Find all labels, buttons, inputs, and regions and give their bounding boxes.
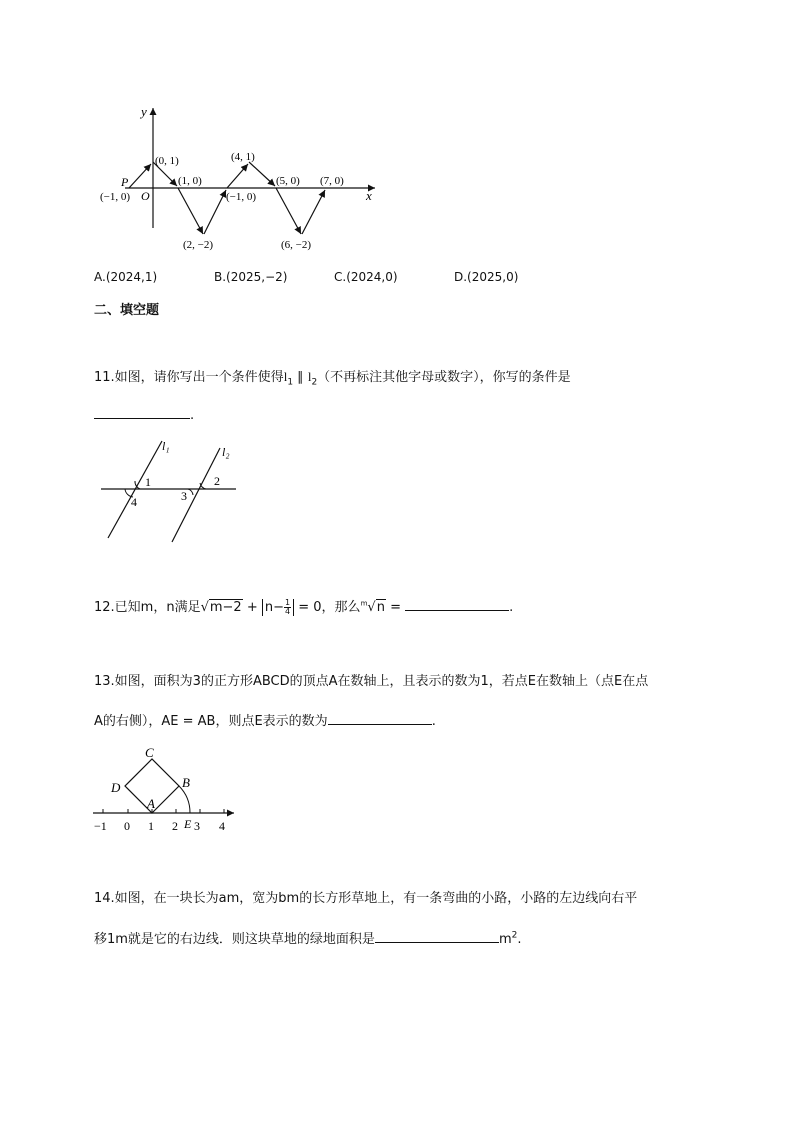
axis-label-x: x	[366, 188, 372, 203]
coord-label: (5, 0)	[276, 175, 300, 187]
q12-fraction	[284, 599, 291, 616]
q12-abs-value	[262, 599, 294, 616]
coord-label: (−1, 0)	[226, 191, 257, 203]
q14-unit-sup: 2	[511, 930, 518, 941]
q13-period: .	[431, 714, 436, 729]
sqrt-sign: √	[200, 600, 209, 615]
coord-label: (−1, 0)	[100, 191, 131, 203]
q12-period: .	[509, 600, 514, 615]
coord-label: (2, −2)	[183, 239, 214, 251]
q12-answer-blank[interactable]	[405, 596, 509, 611]
q11-answer-blank[interactable]	[94, 404, 190, 419]
q14-line2	[94, 928, 521, 947]
path-segment	[276, 188, 301, 234]
angle-arc-3	[188, 489, 193, 495]
q11-text-after: （不再标注其他字母或数字），你写的条件是	[317, 370, 571, 385]
label-l2: l₂	[222, 445, 230, 459]
q14-period: .	[517, 932, 522, 947]
label-e: E	[184, 817, 192, 831]
line-l2	[172, 448, 220, 542]
q12-plus: +	[246, 600, 258, 615]
point-p-label: P	[121, 175, 129, 189]
tick-label: 1	[148, 819, 154, 833]
option-b[interactable]: B.(2025,−2)	[214, 270, 288, 284]
tick-label: 2	[172, 819, 178, 833]
q11-l1-sub: 1	[287, 377, 294, 388]
q13-line2	[94, 710, 436, 729]
coord-label: (1, 0)	[178, 175, 202, 187]
path-segment	[204, 190, 226, 234]
tick-label: 3	[194, 819, 200, 833]
axis-label-y: y	[141, 104, 147, 119]
q12-frac-num: 1	[285, 598, 291, 607]
q11-l2: l	[307, 369, 312, 384]
label-a: A	[147, 796, 155, 811]
q11-text-before: 11.如图，请你写出一个条件使得	[94, 370, 284, 385]
q14-unit: m	[498, 932, 512, 947]
q14-answer-blank[interactable]	[375, 928, 499, 943]
q11-parallel: ∥	[293, 370, 308, 385]
option-d[interactable]: D.(2025,0)	[454, 270, 519, 284]
label-angle-3: 3	[181, 489, 187, 503]
label-l1: l₁	[162, 439, 170, 453]
option-c[interactable]: C.(2024,0)	[334, 270, 398, 284]
option-a[interactable]: A.(2024,1)	[94, 270, 158, 284]
zigzag-coordinate-figure	[95, 100, 385, 260]
nth-root-sign: √	[367, 600, 376, 615]
label-b: B	[182, 775, 190, 790]
q12-eq: =	[385, 600, 401, 615]
q12-root-content: n	[376, 600, 385, 615]
q11-l2-sub: 2	[311, 377, 318, 388]
path-segment	[129, 164, 151, 188]
coord-label: (7, 0)	[320, 175, 344, 187]
q11-l1: l	[283, 369, 288, 384]
label-angle-4: 4	[131, 495, 137, 509]
q12-root-index: m	[360, 599, 368, 608]
q11-text	[94, 366, 571, 388]
q12-text-before: 12.已知m，n满足	[94, 600, 201, 615]
arc-ae	[179, 786, 190, 813]
q12-frac-den: 4	[285, 607, 291, 616]
label-angle-1: 1	[145, 475, 151, 489]
q14-line1: 14.如图，在一块长为am，宽为bm的长方形草地上，有一条弯曲的小路，小路的左边线向右平	[94, 891, 638, 906]
coord-label: (6, −2)	[281, 239, 312, 251]
q13-line1: 13.如图，面积为3的正方形ABCD的顶点A在数轴上，且表示的数为1，若点E在数轴上（点E在点	[94, 674, 649, 689]
q12-abs-n: n−	[264, 600, 285, 615]
path-segment	[302, 190, 325, 234]
path-segment	[249, 162, 275, 186]
coord-label: (0, 1)	[155, 155, 179, 167]
number-line-square-figure	[90, 744, 240, 836]
coord-label: (4, 1)	[231, 151, 255, 163]
label-angle-2: 2	[214, 474, 220, 488]
label-d: D	[111, 780, 121, 795]
q14-line2-before: 移1m就是它的右边线．则这块草地的绿地面积是	[94, 932, 375, 947]
tick-label: −1	[94, 819, 107, 833]
q12-text	[94, 596, 513, 616]
tick-label: 0	[124, 819, 130, 833]
q13-line2-before: A的右侧），AE = AB，则点E表示的数为	[94, 714, 328, 729]
tick-label: 4	[219, 819, 225, 833]
q13-answer-blank[interactable]	[328, 710, 432, 725]
path-segment	[227, 164, 248, 188]
label-c: C	[145, 745, 154, 760]
parallel-lines-figure	[96, 436, 246, 546]
q12-sqrt-content: m−2	[209, 600, 242, 615]
path-segment	[178, 188, 203, 234]
q12-eq-zero: = 0，那么	[298, 600, 361, 615]
origin-label: O	[141, 189, 150, 203]
q11-period: .	[190, 408, 195, 423]
section-title: 二、填空题	[94, 303, 160, 318]
angle-arc-2	[200, 483, 206, 489]
q11-answer-line	[94, 404, 194, 423]
